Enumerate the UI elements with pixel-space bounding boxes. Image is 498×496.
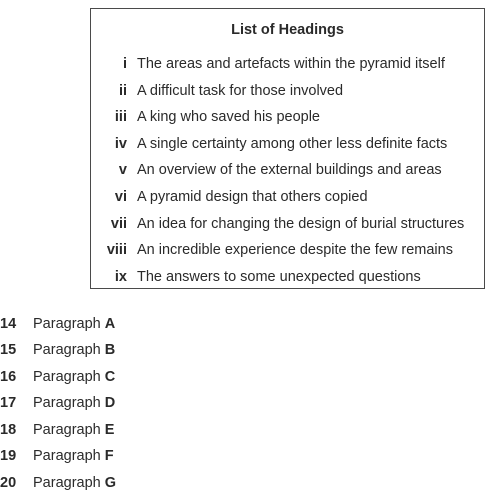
question-number: 18 bbox=[0, 422, 17, 438]
heading-text: An idea for changing the design of burial structures bbox=[137, 216, 465, 232]
heading-text: An incredible experience despite the few remains bbox=[137, 242, 453, 258]
question-label bbox=[33, 393, 115, 413]
paragraph-letter: D bbox=[104, 395, 116, 411]
heading-numeral: viii bbox=[106, 242, 127, 258]
heading-numeral: iii bbox=[114, 109, 127, 125]
heading-numeral: vi bbox=[114, 189, 127, 205]
question-number: 15 bbox=[0, 342, 17, 358]
heading-numeral: iv bbox=[114, 136, 127, 152]
paragraph-letter: E bbox=[104, 422, 115, 438]
question-number: 14 bbox=[0, 316, 17, 332]
question-label bbox=[33, 340, 115, 360]
heading-numeral: v bbox=[118, 162, 127, 178]
heading-numeral: i bbox=[122, 56, 127, 72]
paragraph-word: Paragraph bbox=[33, 475, 101, 491]
paragraph-word: Paragraph bbox=[33, 422, 101, 438]
paragraph-letter: F bbox=[104, 448, 114, 464]
heading-text: The areas and artefacts within the pyramid itself bbox=[137, 56, 445, 72]
heading-numeral: vii bbox=[110, 216, 127, 232]
question-number: 20 bbox=[0, 475, 17, 491]
paragraph-letter: G bbox=[104, 475, 117, 491]
paragraph-word: Paragraph bbox=[33, 369, 101, 385]
question-label bbox=[33, 367, 115, 387]
heading-text: A pyramid design that others copied bbox=[137, 189, 368, 205]
question-label bbox=[33, 446, 114, 466]
heading-text: An overview of the external buildings and areas bbox=[137, 162, 442, 178]
paragraph-word: Paragraph bbox=[33, 395, 101, 411]
heading-text: The answers to some unexpected questions bbox=[137, 269, 421, 285]
question-number: 19 bbox=[0, 448, 17, 464]
heading-text: A single certainty among other less definite facts bbox=[137, 136, 448, 152]
heading-numeral: ii bbox=[118, 83, 127, 99]
paragraph-letter: A bbox=[104, 316, 116, 332]
question-label bbox=[33, 473, 116, 493]
paragraph-word: Paragraph bbox=[33, 448, 101, 464]
paragraph-letter: C bbox=[104, 369, 116, 385]
paragraph-word: Paragraph bbox=[33, 316, 101, 332]
list-of-headings-title: List of Headings bbox=[231, 22, 344, 38]
list-of-headings-box bbox=[90, 8, 485, 289]
question-label bbox=[33, 314, 115, 334]
question-label bbox=[33, 420, 114, 440]
heading-text: A difficult task for those involved bbox=[137, 83, 344, 99]
heading-text: A king who saved his people bbox=[137, 109, 320, 125]
heading-numeral: ix bbox=[114, 269, 127, 285]
question-number: 16 bbox=[0, 369, 17, 385]
paragraph-letter: B bbox=[104, 342, 116, 358]
paragraph-word: Paragraph bbox=[33, 342, 101, 358]
question-number: 17 bbox=[0, 395, 17, 411]
